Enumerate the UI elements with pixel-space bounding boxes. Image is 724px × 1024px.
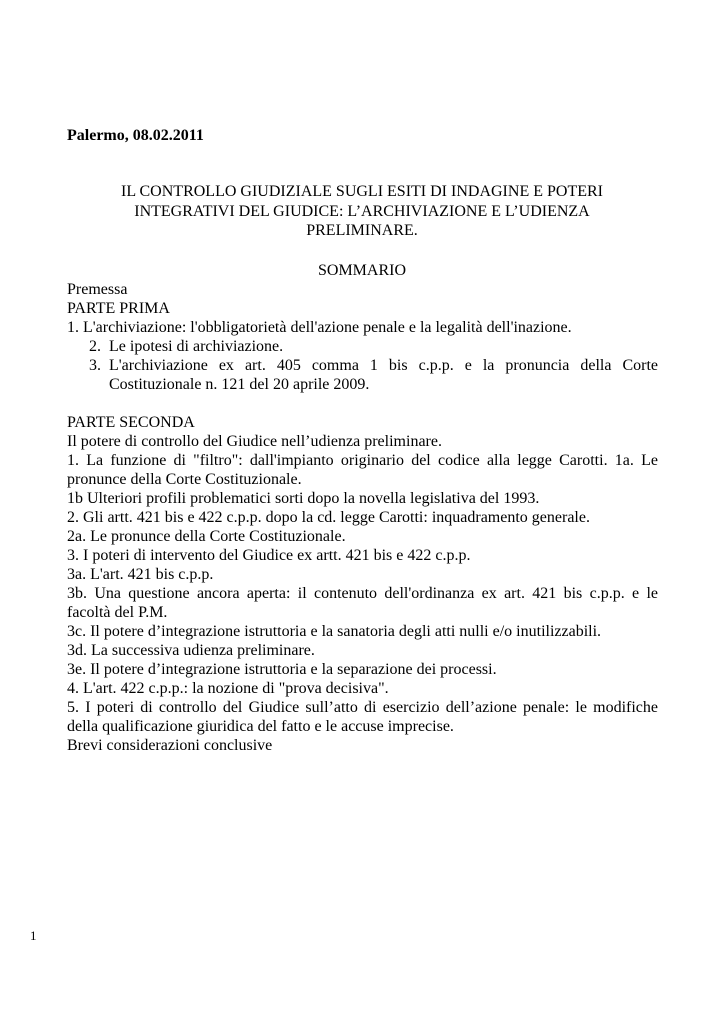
toc-item: 1. L'archiviazione: l'obbligatorietà dell'azione penale e la legalità dell'inazione. — [67, 319, 572, 336]
document-date: Palermo, 08.02.2011 — [67, 127, 204, 144]
toc-item: 4. L'art. 422 c.p.p.: la nozione di "prova decisiva". — [67, 680, 389, 697]
page-number: 1 — [30, 928, 37, 943]
section-spacer — [67, 394, 658, 413]
toc-item: 5. I poteri di controllo del Giudice sull’atto di esercizio dell’azione penale: le modifiche della qualificazione giuridica del fatto e le accuse imprecise. — [67, 699, 658, 735]
toc-subitem-number: 2. — [89, 338, 101, 355]
toc-subitem-text: Le ipotesi di archiviazione. — [109, 338, 284, 355]
toc-item: 3e. Il potere d’integrazione istruttoria e la separazione dei processi. — [67, 661, 497, 678]
toc-premessa: Premessa — [67, 281, 128, 298]
title-line: PRELIMINARE. — [306, 222, 418, 239]
toc-item: 3d. La successiva udienza preliminare. — [67, 642, 315, 659]
toc-subitem — [67, 356, 658, 394]
toc-subitem — [67, 337, 658, 356]
document-title — [67, 182, 657, 241]
toc-item: 2. Gli artt. 421 bis e 422 c.p.p. dopo la cd. legge Carotti: inquadramento generale. — [67, 509, 590, 526]
toc-item: 3. I poteri di intervento del Giudice ex artt. 421 bis e 422 c.p.p. — [67, 547, 471, 564]
toc-part2-heading: PARTE SECONDA — [67, 414, 195, 431]
table-of-contents — [67, 280, 658, 755]
toc-part1-heading: PARTE PRIMA — [67, 300, 170, 317]
toc-subitem-text: L'archiviazione ex art. 405 comma 1 bis c.p.p. e la pronuncia della Corte Costituzionale n. 121 del 20 aprile 2009. — [109, 357, 658, 393]
toc-subitem-number: 3. — [89, 357, 101, 374]
toc-item: 3a. L'art. 421 bis c.p.p. — [67, 566, 214, 583]
toc-item: 1. La funzione di "filtro": dall'impianto originario del codice alla legge Carotti. 1a. Le pronunce della Corte Costituzionale. — [67, 452, 658, 488]
toc-item: 2a. Le pronunce della Corte Costituzionale. — [67, 528, 346, 545]
toc-item: 3b. Una questione ancora aperta: il contenuto dell'ordinanza ex art. 421 bis c.p.p. e le facoltà del P.M. — [67, 585, 658, 621]
title-line: INTEGRATIVI DEL GIUDICE: L’ARCHIVIAZIONE E L’UDIENZA — [134, 202, 590, 220]
toc-item: 3c. Il potere d’integrazione istruttoria e la sanatoria degli atti nulli e/o inutilizzabili. — [67, 623, 602, 640]
summary-heading: SOMMARIO — [317, 262, 406, 279]
toc-item: 1b Ulteriori profili problematici sorti dopo la novella legislativa del 1993. — [67, 490, 540, 507]
toc-part2-subtitle: Il potere di controllo del Giudice nell’udienza preliminare. — [67, 433, 442, 450]
toc-item: Brevi considerazioni conclusive — [67, 737, 273, 754]
title-line: IL CONTROLLO GIUDIZIALE SUGLI ESITI DI INDAGINE E POTERI — [121, 183, 603, 200]
